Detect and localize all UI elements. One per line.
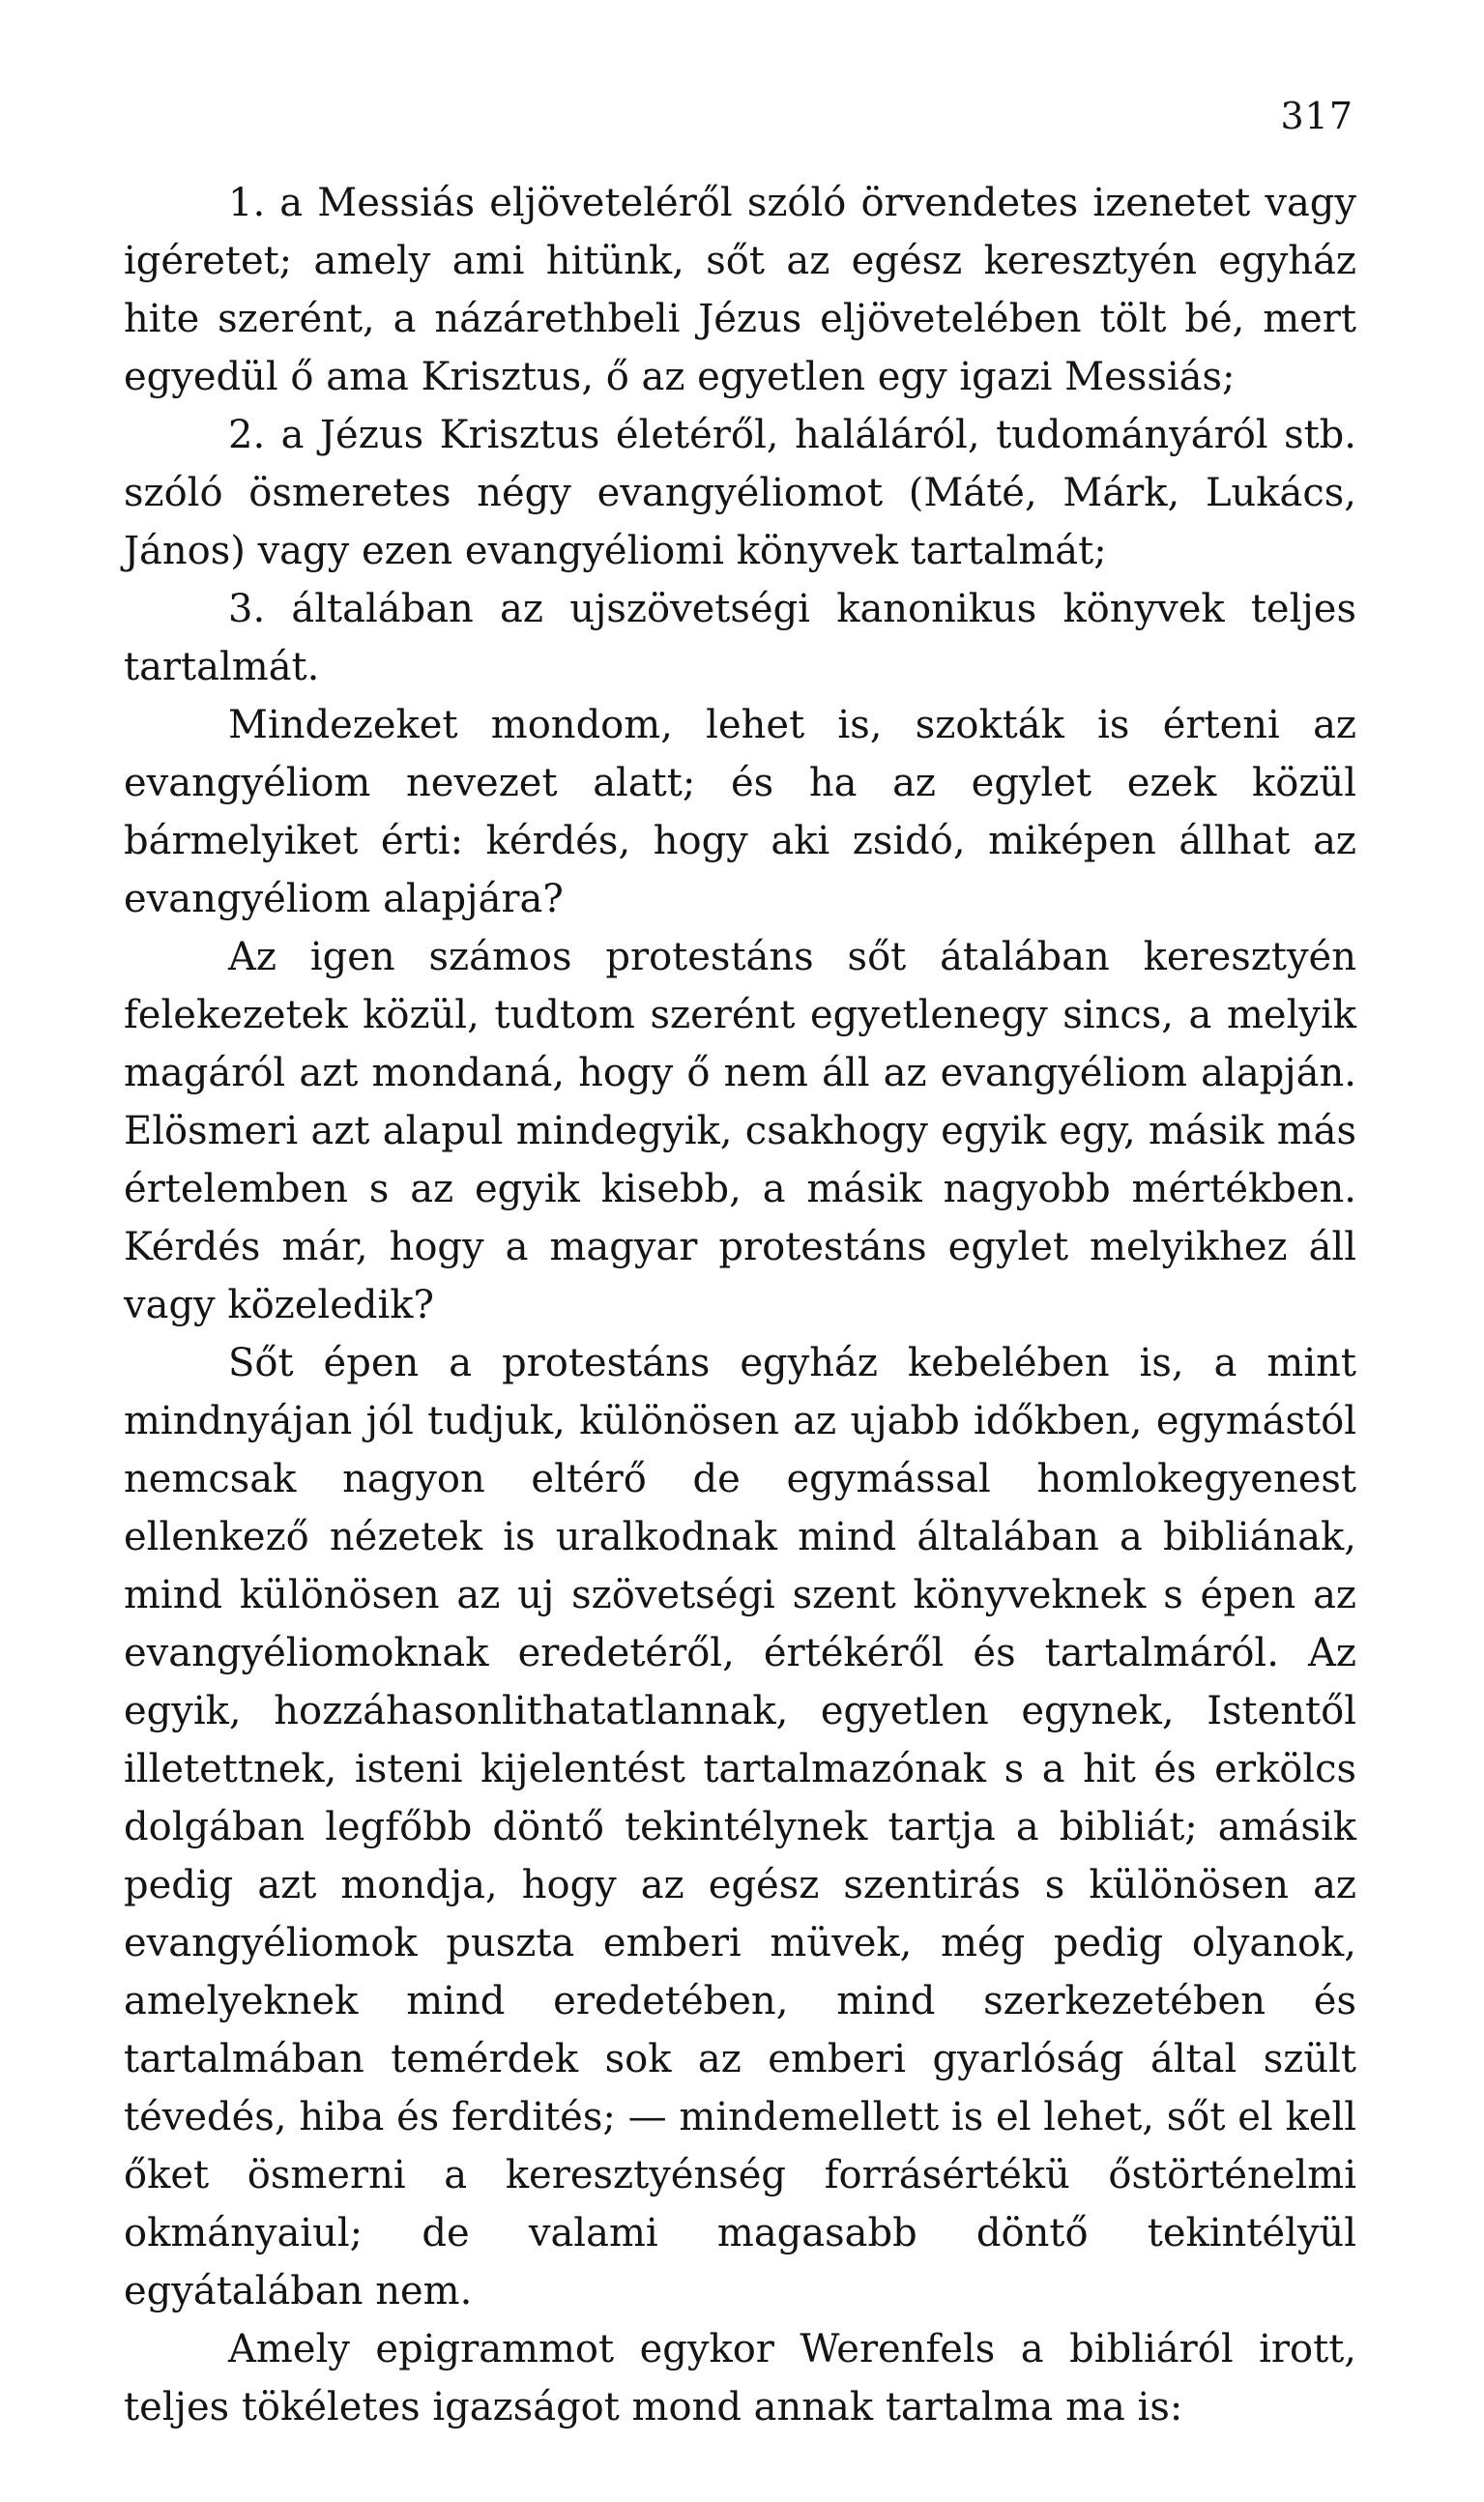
paragraph: Az igen számos protestáns sőt átalában keresztyén felekezetek közül, tudtom szerént egyetlenegy sincs, a melyik magáról azt mondaná, hogy ő nem áll az evangyéliom alapján. Elösmeri azt alapul mindegyik, csakhogy egyik egy, másik más értelemben s az egyik kisebb, a másik nagyobb mértékben. Kérdés már, hogy a magyar protestáns egylet melyikhez áll vagy közeledik? bbox=[124, 935, 1356, 1327]
paragraph: Mindezeket mondom, lehet is, szokták is érteni az evangyéliom nevezet alatt; és ha az egylet ezek közül bármelyiket érti: kérdés, hogy aki zsidó, miképen állhat az evangyéliom alapjára? bbox=[124, 703, 1356, 921]
page-number: 317 bbox=[1280, 95, 1353, 137]
list-item-1: 1. a Messiás eljöveteléről szóló örvendetes izenetet vagy igéretet; amely ami hitünk, sőt az egész keresztyén egyház hite szerént, a názárethbeli Jézus eljövetelében tölt bé, mert egyedül ő ama Krisztus, ő az egyetlen egy igazi Messiás; bbox=[124, 181, 1356, 399]
list-item-3: 3. általában az ujszövetségi kanonikus könyvek teljes tartalmát. bbox=[124, 587, 1356, 689]
paragraph: Sőt épen a protestáns egyház kebelében is, a mint mindnyájan jól tudjuk, különösen az ujabb időkben, egymástól nemcsak nagyon eltérő de egymással homlokegyenest ellenkező nézetek is uralkodnak mind általában a bibliának, mind különösen az uj szövetségi szent könyveknek s épen az evangyéliomoknak eredetéről, értékéről és tartalmáról. Az egyik, hozzáhasonlithatatlannak, egyetlen egynek, Istentől illetettnek, isteni kijelentést tartalmazónak s a hit és erkölcs dolgában legfőbb döntő tekintélynek tartja a bibliát; amásik pedig azt mondja, hogy az egész szentirás s különösen az evangyéliomok puszta emberi müvek, még pedig olyanok, amelyeknek mind eredetében, mind szerkezetében és tartalmában temérdek sok az emberi gyarlóság által szült tévedés, hiba és ferdités; — mindemellett is el lehet, sőt el kell őket ösmerni a keresztyénség forrásértékü őstörténelmi okmányaiul; de valami magasabb döntő tekintélyül egyátalában nem. bbox=[124, 1341, 1356, 2313]
list-item-2: 2. a Jézus Krisztus életéről, haláláról, tudományáról stb. szóló ösmeretes négy evangyéliomot (Máté, Márk, Lukács, János) vagy ezen evangyéliomi könyvek tartalmát; bbox=[124, 413, 1356, 573]
paragraph: Amely epigrammot egykor Werenfels a bibliáról irott, teljes tökéletes igazságot mond annak tartalma ma is: bbox=[124, 2327, 1356, 2429]
body-text bbox=[124, 174, 1356, 2436]
